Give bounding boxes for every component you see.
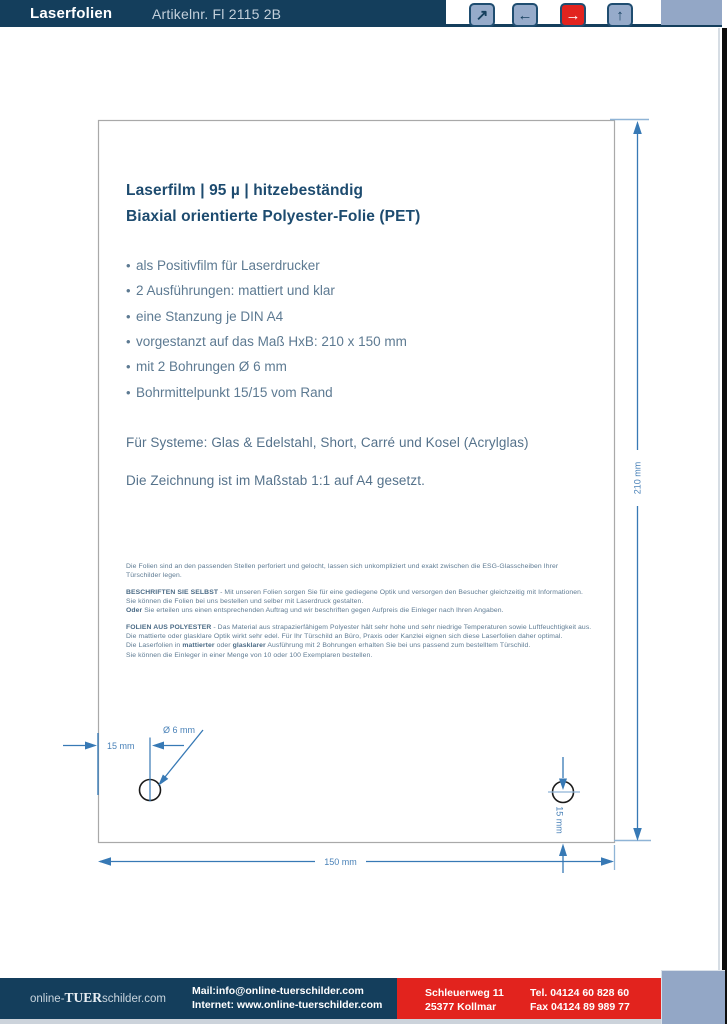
bullet-dot-icon: • (126, 283, 131, 299)
right-arrow-icon: → (565, 6, 581, 24)
product-title-line1: Laserfilm | 95 µ | hitzebeständig (126, 182, 364, 199)
hole-diameter-label: Ø 6 mm (163, 725, 196, 735)
product-title-line2: Biaxial orientierte Polyester-Folie (PET) (126, 208, 421, 225)
dimension-width-label: 150 mm (324, 856, 357, 867)
footer-address (425, 986, 504, 1014)
paragraph-line: Türschilder legen. (126, 572, 182, 580)
arrowhead-down-icon (559, 779, 567, 791)
bullet-text: 2 Ausführungen: mattiert und klar (136, 283, 335, 299)
paragraph-line: Oder Sie erteilen uns einen entsprechenden Auftrag und wir beschriften gegen Aufpreis die Einleger nach Ihren Angaben. (126, 607, 504, 615)
bullet-item (126, 329, 407, 354)
footer-street: Schleuerweg 11 (425, 987, 504, 999)
diagonal-arrow-icon: ↗ (475, 6, 489, 24)
bullet-item (126, 253, 407, 278)
bullet-item (126, 354, 407, 379)
bullet-text: eine Stanzung je DIN A4 (136, 308, 284, 324)
footer-city: 25377 Kollmar (425, 1001, 497, 1013)
leader-line (165, 730, 203, 777)
bullet-dot-icon: • (126, 359, 131, 375)
arrowhead-left-icon (152, 742, 164, 750)
footer-internet: Internet: www.online-tuerschilder.com (192, 999, 383, 1011)
footer-logo (30, 990, 166, 1006)
bullet-text: als Positivfilm für Laserdrucker (136, 258, 320, 274)
info-paragraph-beschriften (126, 588, 604, 616)
footer-bottom-strip (0, 1019, 722, 1024)
arrowhead-left-icon (98, 857, 111, 866)
bullet-dot-icon: • (126, 334, 131, 350)
paragraph-line: Die mattierte oder glasklare Optik wirkt sehr edel. Für Ihr Türschild an Büro, Praxis oder Kanzlei eignen sich diese Laserfolien daher optimal. (126, 633, 563, 641)
bullet-dot-icon: • (126, 258, 131, 274)
paragraph-line: Die Folien sind an den passenden Stellen perforiert und gelocht, lassen sich unkompliziert und exakt zwischen die ESG-Glasscheiben Ihrer (126, 563, 559, 570)
bullet-text: vorgestanzt auf das Maß HxB: 210 x 150 mm (136, 334, 407, 350)
footer-contact-web (192, 984, 382, 1012)
up-arrow-icon: ↑ (616, 6, 624, 24)
bullet-text: Bohrmittelpunkt 15/15 vom Rand (136, 384, 333, 400)
paragraph-line: FOLIEN AUS POLYESTER - Das Material aus strapazierfähigem Polyester hält sehr hohe und sehr niedrige Temperaturen sowie Luftfeuchtigkeit aus. (126, 624, 592, 631)
bullet-item (126, 278, 407, 303)
arrowhead-down-icon (633, 828, 642, 841)
footer-mail: Mail:info@online-tuerschilder.com (192, 985, 364, 997)
left-arrow-icon: ← (517, 6, 533, 24)
logo-prefix: online- (30, 993, 65, 1005)
arrowhead-leader-icon (158, 775, 168, 787)
scale-line: Die Zeichnung ist im Maßstab 1:1 auf A4 gesetzt. (126, 473, 425, 488)
dimension-height-label: 210 mm (632, 461, 643, 495)
arrowhead-right-icon (601, 857, 614, 866)
footer-phone (530, 986, 630, 1014)
paragraph-line: Sie können die Einleger in einer Menge von 10 oder 100 Exemplaren bestellen. (126, 651, 373, 659)
logo-suffix: schilder.com (102, 993, 166, 1005)
footer-tel: Tel. 04124 60 828 60 (530, 987, 630, 999)
info-paragraph-folien (126, 562, 604, 580)
dimension-hole-left-label: 15 mm (107, 741, 135, 751)
systems-line: Für Systeme: Glas & Edelstahl, Short, Carré und Kosel (Acrylglas) (126, 435, 529, 450)
paragraph-line: BESCHRIFTEN SIE SELBST - Mit unseren Folien sorgen Sie für eine gediegene Optik und versorgen den Besucher gleichzeitig mit Informationen. (126, 589, 583, 596)
arrowhead-up-icon (559, 844, 567, 857)
bullet-dot-icon: • (126, 308, 131, 324)
bullet-item (126, 304, 407, 329)
arrowhead-up-icon (633, 121, 642, 134)
info-paragraph-polyester (126, 623, 604, 660)
page-title: Laserfolien (30, 5, 113, 22)
footer-fax: Fax 04124 89 989 77 (530, 1001, 630, 1013)
bullet-dot-icon: • (126, 384, 131, 400)
bullet-text: mit 2 Bohrungen Ø 6 mm (136, 359, 287, 375)
article-number: Artikelnr. Fl 2115 2B (152, 6, 282, 22)
paragraph-line: Sie können die Folien bei uns bestellen und selber mit Laserdruck gestalten. (126, 598, 364, 606)
bullet-item (126, 379, 407, 404)
arrowhead-right-icon (85, 742, 97, 750)
paragraph-line: Die Laserfolien in mattierter oder glasklarer Ausführung mit 2 Bohrungen erhalten Sie bei uns passend zum bestelltem Türschild. (126, 642, 531, 650)
corner-decoration-bottom (661, 970, 725, 1024)
dimension-hole-right-label: 15 mm (554, 806, 565, 834)
bullet-list (126, 253, 407, 405)
logo-brand: TUER (64, 990, 103, 1005)
